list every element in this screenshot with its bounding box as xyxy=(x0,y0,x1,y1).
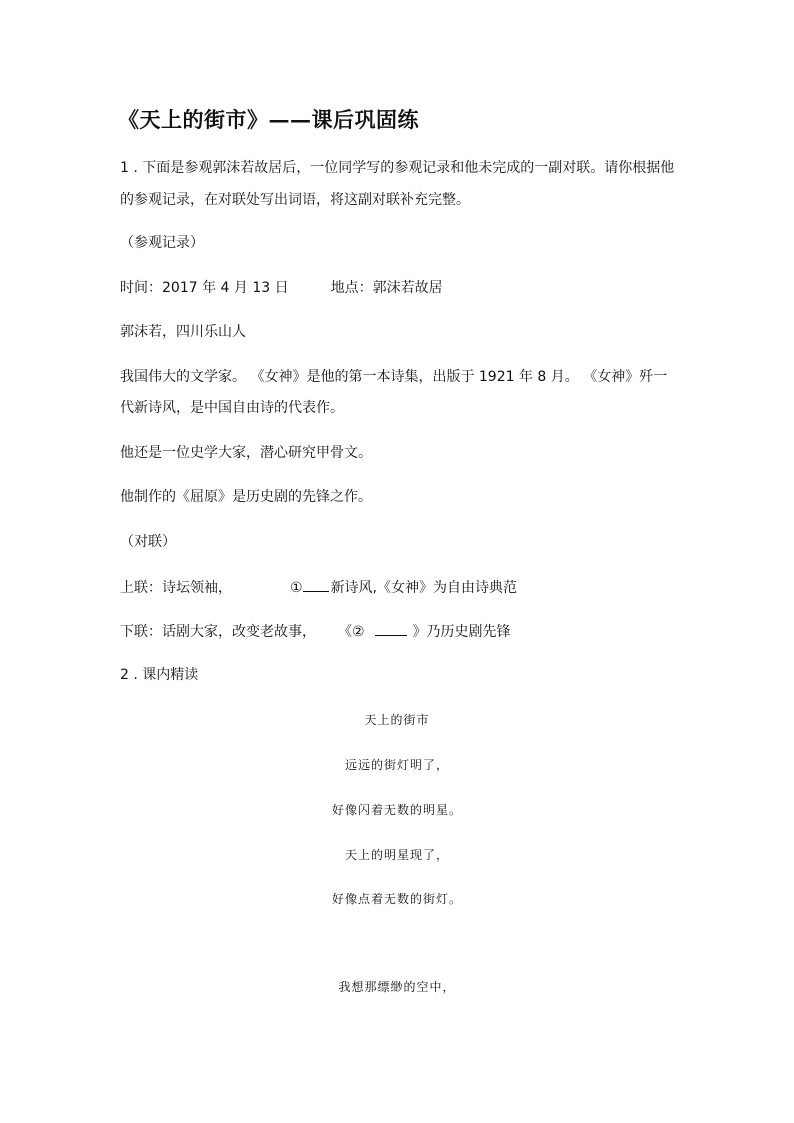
document-title: 《天上的街市》——课后巩固练 xyxy=(118,107,419,132)
record-bio-line-2: 代新诗风，是中国自由诗的代表作。 xyxy=(120,400,344,416)
couplet-upper-blank[interactable] xyxy=(303,576,329,592)
poem-line: 天上的明星现了， xyxy=(344,848,449,862)
question-1-text-line-2: 的参观记录，在对联处写出词语，将这副对联补充完整。 xyxy=(120,192,470,208)
couplet-lower-line xyxy=(120,620,511,642)
couplet-upper-marker: ① xyxy=(290,580,303,596)
record-time-place-line xyxy=(120,278,443,298)
couplet-lower-suffix: 》乃历史剧先锋 xyxy=(412,624,511,640)
poem-line: 好像点着无数的街灯。 xyxy=(331,892,462,906)
record-bio-line-4: 他制作的《屈原》是历史剧的先锋之作。 xyxy=(120,489,372,505)
couplet-lower-marker: 《② xyxy=(338,624,365,640)
record-place: 地点：郭沫若故居 xyxy=(330,280,443,296)
question-2-heading: 2 . 课内精读 xyxy=(120,667,199,683)
record-person: 郭沫若，四川乐山人 xyxy=(120,324,246,340)
couplet-upper-line xyxy=(120,576,517,598)
poem-line: 远远的街灯明了， xyxy=(344,758,449,772)
couplet-lower-blank[interactable] xyxy=(375,620,407,636)
record-bio-line-3: 他还是一位史学大家，潜心研究甲骨文。 xyxy=(120,445,372,461)
record-bio-line-1: 我国伟大的文学家。 《女神》是他的第一本诗集，出版于 1921 年 8 月。 《女神》歼一 xyxy=(120,369,668,385)
poem-title: 天上的街市 xyxy=(364,713,430,727)
couplet-heading: （对联） xyxy=(120,534,176,550)
question-1-text-line-1: 1 . 下面是参观郭沫若故居后，一位同学写的参观记录和他未完成的一副对联。请你根据他 xyxy=(120,160,675,176)
couplet-upper-prefix: 上联：诗坛领袖， xyxy=(120,580,232,596)
record-time: 时间：2017 年 4 月 13 日 xyxy=(120,280,289,296)
record-heading: （参观记录） xyxy=(120,235,204,251)
poem-line: 我想那缥缈的空中， xyxy=(338,980,456,994)
couplet-upper-suffix: 新诗风,《女神》为自由诗典范 xyxy=(330,580,518,596)
poem-line: 好像闪着无数的明星。 xyxy=(331,803,462,817)
couplet-lower-prefix: 下联：话剧大家，改变老故事， xyxy=(120,624,316,640)
